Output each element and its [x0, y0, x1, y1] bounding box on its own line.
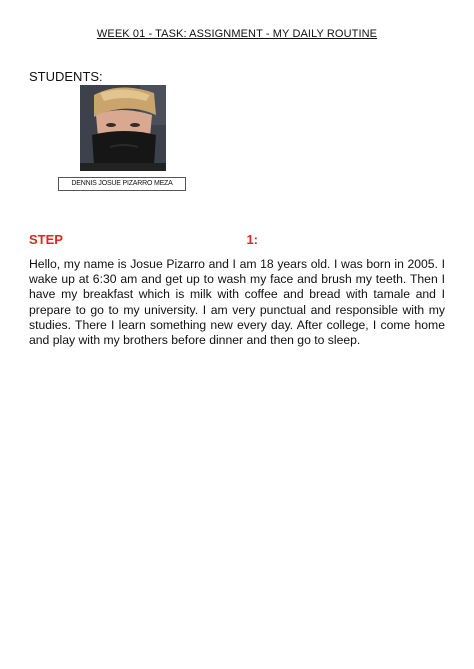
- document-title: WEEK 01 - TASK: ASSIGNMENT - MY DAILY ROUTINE: [96, 28, 378, 40]
- student-photo: [80, 85, 166, 171]
- step-label: STEP: [29, 232, 63, 247]
- student-name-caption: DENNIS JOSUE PIZARRO MEZA: [58, 177, 186, 191]
- step-number: 1:: [246, 232, 258, 247]
- students-label: STUDENTS:: [29, 69, 103, 84]
- routine-paragraph: Hello, my name is Josue Pizarro and I am 18 years old. I was born in 2005. I wake up at 6:30 am and get up to wash my face and brush my teeth. Then I have my breakfast which is milk with coffee and bread with tamale and I prepare to go to my university. I am very punctual and responsible with my studies. There I learn something new every day. After college, I come home and play with my brothers before dinner and then go to sleep.: [29, 257, 445, 348]
- step-heading: [29, 232, 258, 247]
